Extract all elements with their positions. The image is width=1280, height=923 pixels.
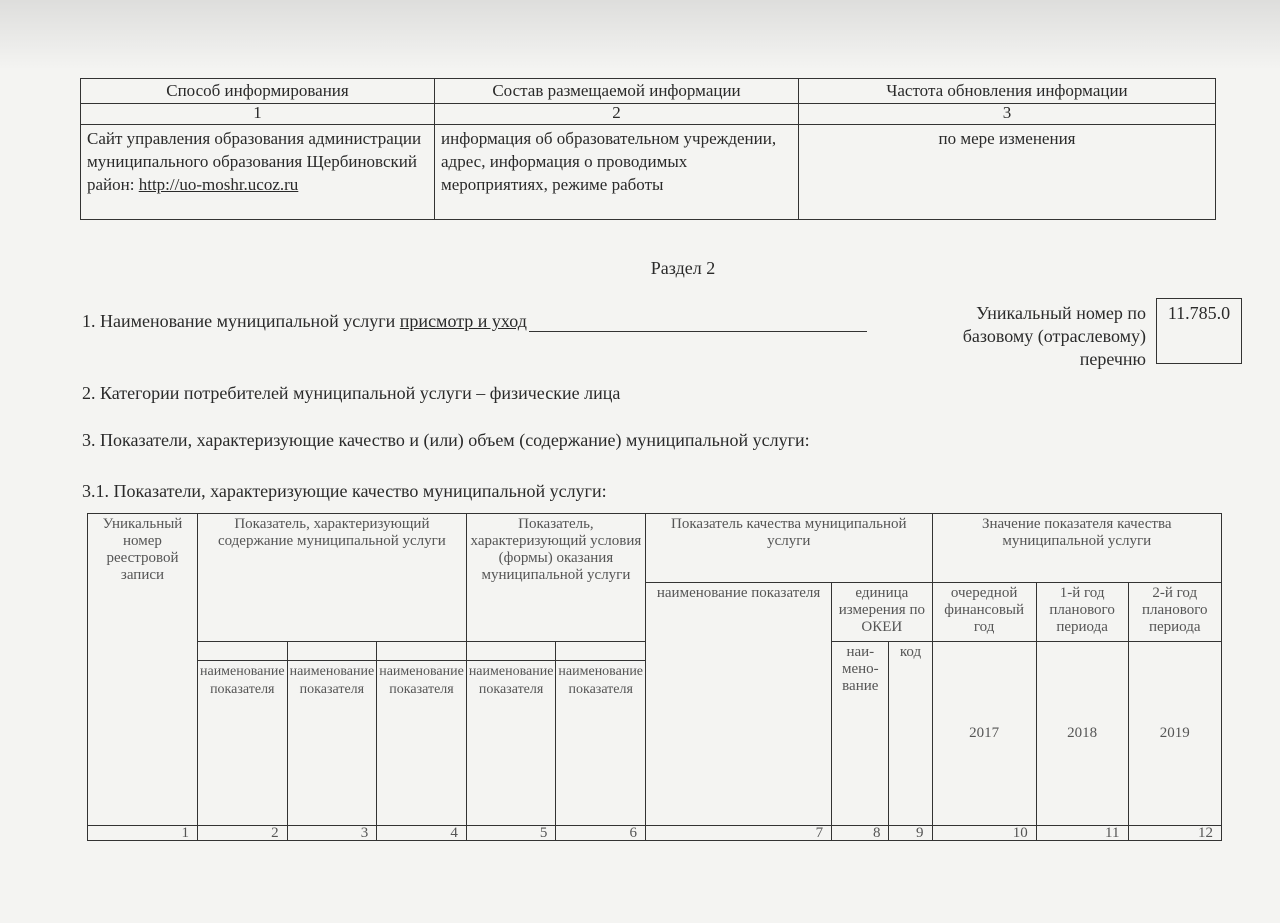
header-unit-okei: единица измерения по ОКЕИ <box>832 583 932 642</box>
header-frequency: Частота обновления информации <box>799 79 1216 104</box>
column-number: 1 <box>88 826 198 841</box>
subheader-indicator-name: наименование показателя <box>556 661 646 826</box>
column-number: 6 <box>556 826 646 841</box>
column-number: 2 <box>435 104 799 125</box>
empty-cell <box>466 642 556 661</box>
header-unique-number: Уникальный номер реестровой записи <box>88 514 198 826</box>
service-name-label: 1. Наименование муниципальной услуги <box>82 311 396 331</box>
year-plan-2: 2019 <box>1128 642 1222 826</box>
service-name-line <box>82 311 867 332</box>
column-number: 8 <box>832 826 889 841</box>
service-name-value: присмотр и уход <box>399 311 527 331</box>
header-indicator-name: наименование показателя <box>646 583 832 826</box>
unique-number-label: Уникальный номер по базовому (отраслевому) перечню <box>962 303 1146 369</box>
header-current-year: очередной финансовый год <box>932 583 1036 642</box>
quality-indicators-table <box>87 513 1222 841</box>
column-number: 9 <box>889 826 932 841</box>
header-conditions-indicator: Показатель, характеризующий условия (формы) оказания муниципальной услуги <box>466 514 645 642</box>
website-link[interactable]: http://uo-moshr.ucoz.ru <box>138 175 299 194</box>
header-quality-value: Значение показателя качества муниципальной услуги <box>932 514 1221 583</box>
header-content: Состав размещаемой информации <box>435 79 799 104</box>
header-content-indicator: Показатель, характеризующий содержание муниципальной услуги <box>197 514 466 642</box>
column-number: 2 <box>197 826 287 841</box>
consumer-categories: 2. Категории потребителей муниципальной услуги – физические лица <box>82 383 621 403</box>
method-text: Сайт управления образования администрации муниципального образования Щербиновский район: <box>87 129 422 194</box>
empty-cell <box>377 642 467 661</box>
scan-shadow <box>0 0 1280 70</box>
section-title: Раздел 2 <box>650 258 716 278</box>
blank-underline <box>529 331 867 332</box>
header-plan-year-2: 2-й год планового периода <box>1128 583 1222 642</box>
content-cell: информация об образовательном учреждении, адрес, информация о проводимых мероприятиях, режиме работы <box>435 125 799 220</box>
header-method: Способ информирования <box>81 79 435 104</box>
column-number: 5 <box>466 826 556 841</box>
column-number: 7 <box>646 826 832 841</box>
column-number: 12 <box>1128 826 1222 841</box>
year-current: 2017 <box>932 642 1036 826</box>
column-number: 4 <box>377 826 467 841</box>
subheader-indicator-name: наименование показателя <box>197 661 287 826</box>
information-methods-table <box>80 78 1216 220</box>
method-cell <box>81 125 435 220</box>
year-plan-1: 2018 <box>1036 642 1128 826</box>
subheader-indicator-name: наименование показателя <box>377 661 467 826</box>
indicators-heading: 3. Показатели, характеризующие качество и (или) объем (содержание) муниципальной услуги: <box>82 430 810 450</box>
empty-cell <box>556 642 646 661</box>
empty-cell <box>287 642 377 661</box>
quality-heading: 3.1. Показатели, характеризующие качество муниципальной услуги: <box>82 481 607 501</box>
empty-cell <box>197 642 287 661</box>
header-plan-year-1: 1-й год планового периода <box>1036 583 1128 642</box>
column-number: 10 <box>932 826 1036 841</box>
unique-number-box: 11.785.0 <box>1156 298 1242 364</box>
header-unit-code: код <box>889 642 932 826</box>
subheader-indicator-name: наименование показателя <box>466 661 556 826</box>
header-unit-name: наи-мено-вание <box>832 642 889 826</box>
column-number: 1 <box>81 104 435 125</box>
subheader-indicator-name: наименование показателя <box>287 661 377 826</box>
header-quality-indicator: Показатель качества муниципальной услуги <box>646 514 933 583</box>
frequency-cell: по мере изменения <box>799 125 1216 220</box>
column-number: 3 <box>799 104 1216 125</box>
column-number: 3 <box>287 826 377 841</box>
column-number: 11 <box>1036 826 1128 841</box>
